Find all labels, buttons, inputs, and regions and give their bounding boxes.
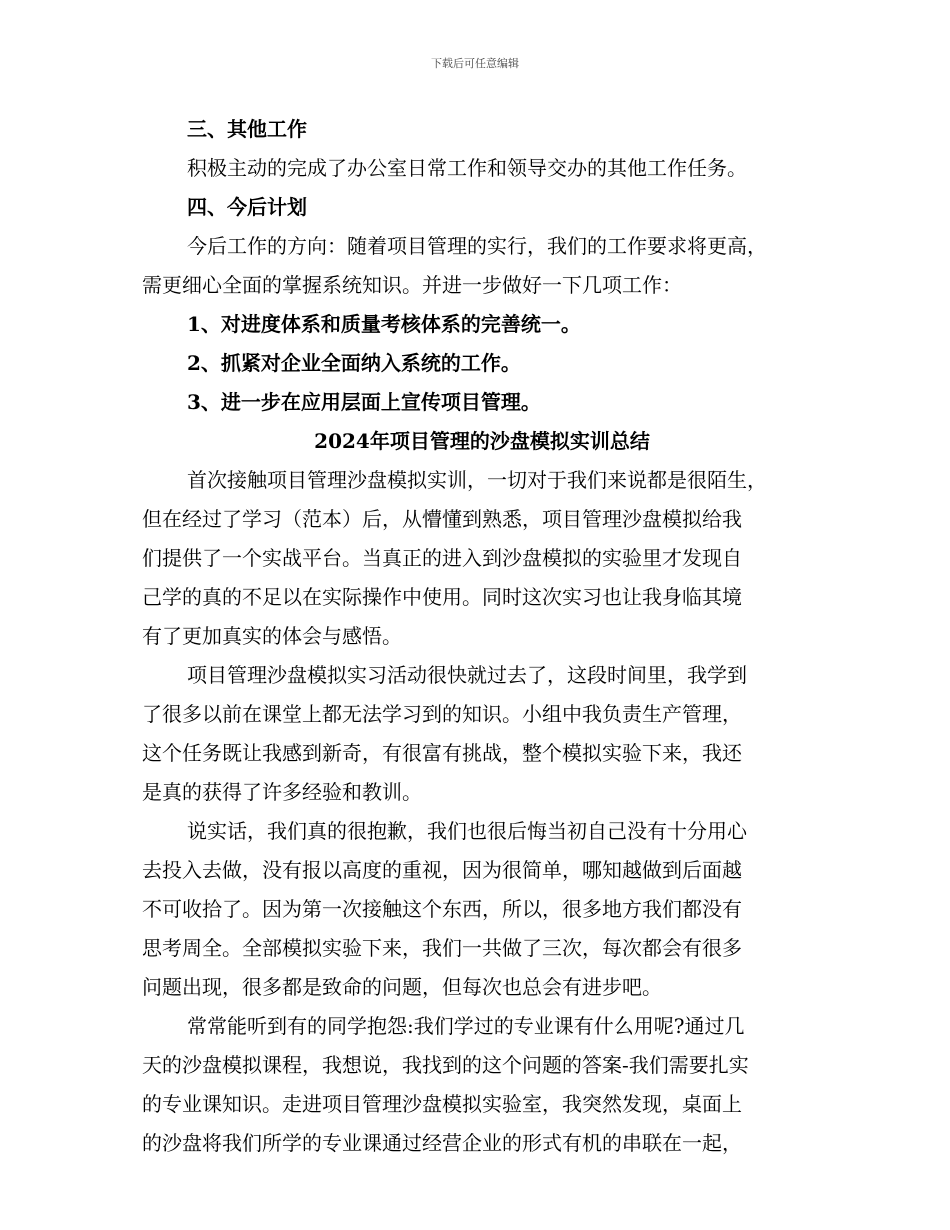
list-item: 3、进一步在应用层面上宣传项目管理。 — [187, 390, 541, 414]
article-title: 2024年项目管理的沙盘模拟实训总结 — [314, 429, 650, 453]
paragraph-line: 需更细心全面的掌握系统知识。并进一步做好一下几项工作： — [142, 273, 682, 297]
paragraph-line: 有了更加真实的体会与感悟。 — [142, 624, 402, 648]
paragraph-line: 不可收拾了。因为第一次接触这个东西，所以，很多地方我们都没有 — [142, 897, 742, 921]
paragraph-line: 去投入去做，没有报以高度的重视，因为很简单，哪知越做到后面越 — [142, 858, 742, 882]
list-item: 1、对进度体系和质量考核体系的完善统一。 — [187, 312, 581, 336]
paragraph-line: 们提供了一个实战平台。当真正的进入到沙盘模拟的实验里才发现自 — [142, 546, 742, 570]
section-heading: 三、其他工作 — [187, 117, 307, 141]
paragraph-line: 今后工作的方向：随着项目管理的实行，我们的工作要求将更高， — [187, 234, 767, 258]
paragraph-line: 但在经过了学习（范本）后，从懵懂到熟悉，项目管理沙盘模拟给我 — [142, 507, 742, 531]
paragraph-line: 的专业课知识。走进项目管理沙盘模拟实验室，我突然发现，桌面上 — [142, 1092, 742, 1116]
paragraph-line: 项目管理沙盘模拟实习活动很快就过去了，这段时间里，我学到 — [187, 663, 747, 687]
list-item: 2、抓紧对企业全面纳入系统的工作。 — [187, 351, 521, 375]
paragraph-line: 的沙盘将我们所学的专业课通过经营企业的形式有机的串联在一起， — [142, 1131, 742, 1155]
paragraph-line: 首次接触项目管理沙盘模拟实训，一切对于我们来说都是很陌生， — [187, 468, 767, 492]
paragraph-line: 说实话，我们真的很抱歉，我们也很后悔当初自己没有十分用心 — [187, 819, 747, 843]
paragraph-line: 积极主动的完成了办公室日常工作和领导交办的其他工作任务。 — [187, 156, 747, 180]
paragraph-line: 思考周全。全部模拟实验下来，我们一共做了三次，每次都会有很多 — [142, 936, 742, 960]
paragraph-line: 是真的获得了许多经验和教训。 — [142, 780, 422, 804]
paragraph-line: 了很多以前在课堂上都无法学习到的知识。小组中我负责生产管理， — [142, 702, 742, 726]
paragraph-line: 这个任务既让我感到新奇，有很富有挑战，整个模拟实验下来，我还 — [142, 741, 742, 765]
document-body — [142, 110, 822, 1163]
paragraph-line: 己学的真的不足以在实际操作中使用。同时这次实习也让我身临其境 — [142, 585, 742, 609]
page-header: 下载后可任意编辑 — [431, 57, 519, 70]
paragraph-line: 天的沙盘模拟课程，我想说，我找到的这个问题的答案-我们需要扎实 — [142, 1053, 749, 1077]
paragraph-line: 问题出现，很多都是致命的问题，但每次也总会有进步吧。 — [142, 975, 662, 999]
paragraph-line: 常常能听到有的同学抱怨:我们学过的专业课有什么用呢?通过几 — [187, 1014, 745, 1038]
section-heading: 四、今后计划 — [187, 195, 307, 219]
